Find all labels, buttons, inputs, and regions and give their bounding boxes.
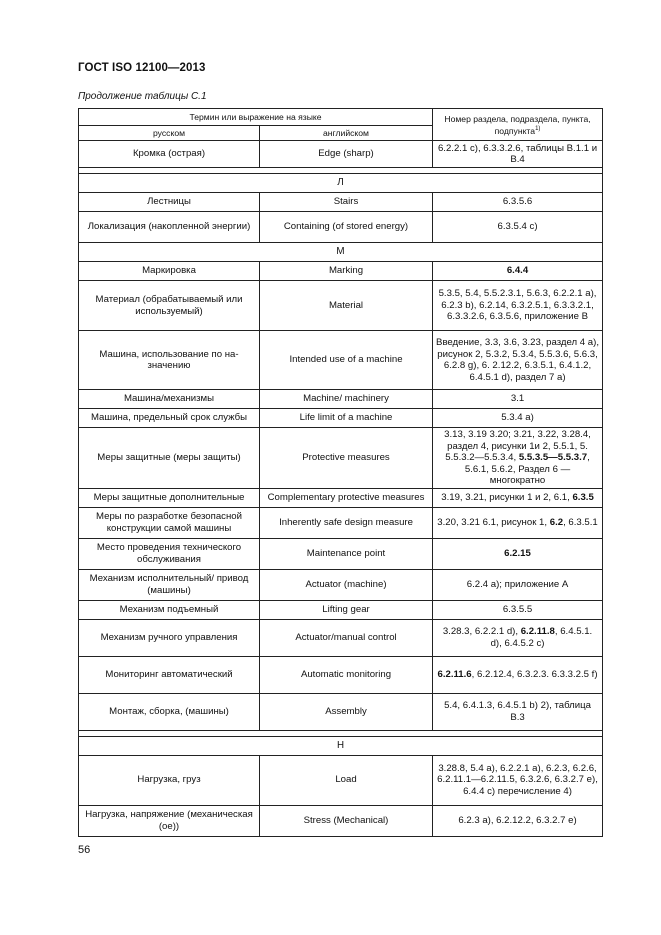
letter-divider: М <box>79 243 603 262</box>
table-row <box>79 428 603 489</box>
term-english: Material <box>260 281 433 331</box>
header-reference-text: Номер раздела, подраздела, пункта, подпункта <box>444 113 591 136</box>
term-english: Actuator/manual control <box>260 619 433 656</box>
term-russian: Нагрузка, напряжение (механическая (ое)) <box>79 805 260 836</box>
reference-bold-part: 6.2.11.8 <box>520 626 555 637</box>
document-header: ГОСТ ISO 12100—2013 <box>78 62 206 74</box>
reference-part: 6.3.5.6 <box>502 196 533 208</box>
term-russian: Нагрузка, груз <box>79 755 260 805</box>
term-reference <box>433 693 603 730</box>
reference-bold-part: 6.3.5 <box>572 491 594 503</box>
reference-part: , 6.2.12.4, 6.3.2.3. 6.3.3.2.5 f) <box>471 668 598 680</box>
term-reference <box>433 141 603 168</box>
term-russian: Место проведения технического обслуживания <box>79 538 260 569</box>
footnote-mark: 1) <box>535 125 541 132</box>
header-russian: русском <box>79 126 260 141</box>
reference-part: , 6.4.5.1. d), 6.4.5.2 с) <box>490 626 593 649</box>
table-row <box>79 262 603 281</box>
term-reference <box>433 331 603 390</box>
table-row <box>79 331 603 390</box>
reference-part: 5.3.4 а) <box>501 412 534 424</box>
reference-bold-part: 6.4.4 <box>506 265 529 277</box>
term-english: Machine/ machinery <box>260 390 433 409</box>
reference-part: 3.13, 3.19 3.20; 3.21, 3.22, 3.28.4, раздел 4, рисунки 1и 2, 5.5.1, 5. 5.5.3.2—5.5.3.4, <box>444 429 591 463</box>
term-reference <box>433 409 603 428</box>
term-english: Life limit of a machine <box>260 409 433 428</box>
table-row <box>79 693 603 730</box>
term-reference <box>433 390 603 409</box>
term-english: Edge (sharp) <box>260 141 433 168</box>
term-russian: Мониторинг автоматический <box>79 656 260 693</box>
letter-divider-row <box>79 736 603 755</box>
term-russian: Машина/механизмы <box>79 390 260 409</box>
term-english: Maintenance point <box>260 538 433 569</box>
term-reference <box>433 428 603 489</box>
table-head <box>79 109 603 141</box>
table-row <box>79 141 603 168</box>
term-russian: Машина, использование по на-значению <box>79 331 260 390</box>
term-english: Marking <box>260 262 433 281</box>
term-english: Protective measures <box>260 428 433 489</box>
table-row <box>79 193 603 212</box>
term-reference <box>433 212 603 243</box>
term-english: Complementary protective measures <box>260 488 433 507</box>
term-english: Intended use of a machine <box>260 331 433 390</box>
reference-part: 6.2.2.1 с), 6.3.3.2.6, таблицы В.1.1 и В.4 <box>437 142 598 165</box>
term-english: Automatic monitoring <box>260 656 433 693</box>
term-english: Load <box>260 755 433 805</box>
term-reference <box>433 281 603 331</box>
table-row <box>79 409 603 428</box>
reference-part: 3.19, 3.21, рисунки 1 и 2, 6.1, <box>441 491 573 503</box>
term-russian: Механизм подъемный <box>79 600 260 619</box>
letter-divider: Л <box>79 174 603 193</box>
term-reference <box>433 262 603 281</box>
term-english: Containing (of stored energy) <box>260 212 433 243</box>
reference-part: 3.28.3, 6.2.2.1 d), <box>442 626 521 637</box>
reference-part: 6.2.4 а); приложение А <box>466 578 569 590</box>
table-body <box>79 141 603 837</box>
term-english: Actuator (machine) <box>260 569 433 600</box>
table-row <box>79 600 603 619</box>
table-row <box>79 212 603 243</box>
reference-part: Введение, 3.3, 3.6, 3.23, раздел 4 а), рисунок 2, 5.3.2, 5.3.4, 5.5.3.6, 5.6.3, 6.2.8 g), 6. 2.12.2, 6.3.5.1, 6.4.1.2, 6.4.5.1 d), раздел 7 а) <box>436 337 599 383</box>
term-russian: Механизм ручного управления <box>79 619 260 656</box>
table-row <box>79 281 603 331</box>
header-reference <box>433 109 603 141</box>
table-row <box>79 507 603 538</box>
reference-bold-part: 6.2.15 <box>504 547 531 559</box>
term-russian: Меры защитные (меры защиты) <box>79 428 260 489</box>
reference-part: 5.3.5, 5.4, 5.5.2.3.1, 5.6.3, 6.2.2.1 а), 6.2.3 b), 6.2.14, 6.3.2.5.1, 6.3.3.2.1, 6.3.3.2.6, 6.3.5.6, приложение В <box>438 288 597 323</box>
term-russian: Лестницы <box>79 193 260 212</box>
table-row <box>79 569 603 600</box>
table-row <box>79 656 603 693</box>
page-number: 56 <box>78 844 91 856</box>
reference-part: 6.2.3 а), 6.2.12.2, 6.3.2.7 е) <box>458 814 577 826</box>
term-reference <box>433 656 603 693</box>
reference-part: 3.20, 3.21 6.1, рисунок 1, <box>437 516 550 528</box>
term-russian: Меры по разработке безопасной конструкции самой машины <box>79 507 260 538</box>
reference-part: 3.1 <box>510 393 525 405</box>
table-row <box>79 488 603 507</box>
table-row <box>79 805 603 836</box>
term-reference <box>433 569 603 600</box>
term-russian: Локализация (накопленной энергии) <box>79 212 260 243</box>
table-row <box>79 538 603 569</box>
letter-divider-row <box>79 174 603 193</box>
header-term-group: Термин или выражение на языке <box>79 109 433 126</box>
term-reference <box>433 755 603 805</box>
term-english: Stress (Mechanical) <box>260 805 433 836</box>
reference-bold-part: 6.2 <box>549 516 564 528</box>
reference-part: 6.3.5.4 с) <box>497 221 538 233</box>
term-russian: Кромка (острая) <box>79 141 260 168</box>
term-english: Assembly <box>260 693 433 730</box>
reference-part: 5.4, 6.4.1.3, 6.4.5.1 b) 2), таблица В.3 <box>444 700 591 723</box>
table-row <box>79 619 603 656</box>
table-row <box>79 390 603 409</box>
term-reference <box>433 488 603 507</box>
term-reference <box>433 600 603 619</box>
term-russian: Материал (обрабатываемый или используемый) <box>79 281 260 331</box>
term-english: Stairs <box>260 193 433 212</box>
term-english: Lifting gear <box>260 600 433 619</box>
letter-divider-row <box>79 243 603 262</box>
term-russian: Машина, предельный срок службы <box>79 409 260 428</box>
reference-bold-part: 5.5.3.5—5.5.3.7 <box>518 452 588 463</box>
term-russian: Маркировка <box>79 262 260 281</box>
reference-bold-part: 6.2.11.6 <box>437 668 472 680</box>
reference-part: , 5.6.1, 5.6.2, Раздел 6 — многократно <box>464 452 590 486</box>
header-english: английском <box>260 126 433 141</box>
term-russian: Монтаж, сборка, (машины) <box>79 693 260 730</box>
term-english: Inherently safe design measure <box>260 507 433 538</box>
term-reference <box>433 805 603 836</box>
letter-divider: Н <box>79 736 603 755</box>
terms-table <box>78 108 603 837</box>
term-reference <box>433 507 603 538</box>
reference-part: 3.28.8, 5.4 а), 6.2.2.1 а), 6.2.3, 6.2.6, 6.2.11.1—6.2.11.5, 6.3.2.6, 6.3.2.7 е), 6.4.4 с) перечисление 4) <box>437 762 598 797</box>
term-reference <box>433 538 603 569</box>
reference-part: 6.3.5.5 <box>502 603 533 615</box>
term-russian: Механизм исполнительный/ привод (машины) <box>79 569 260 600</box>
reference-part: , 6.3.5.1 <box>563 516 598 528</box>
term-reference <box>433 193 603 212</box>
table-caption: Продолжение таблицы С.1 <box>78 91 207 102</box>
table-row <box>79 755 603 805</box>
term-reference <box>433 619 603 656</box>
term-russian: Меры защитные дополнительные <box>79 488 260 507</box>
